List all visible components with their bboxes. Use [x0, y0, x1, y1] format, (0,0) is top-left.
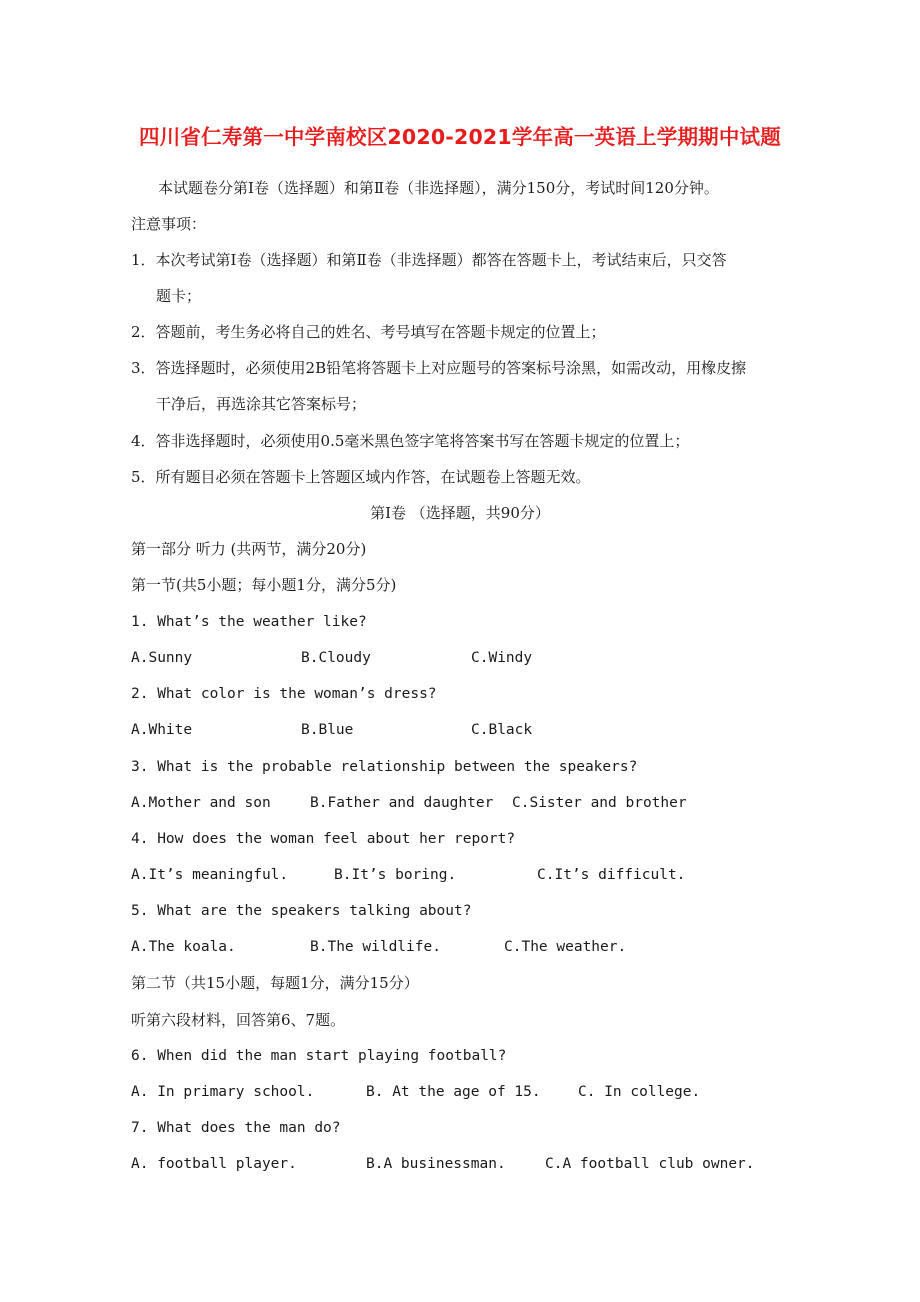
question-4: 4. How does the woman feel about her report?: [131, 831, 516, 847]
question-3-option-c: C.Sister and brother: [512, 795, 687, 811]
question-5-option-c: C.The weather.: [504, 939, 627, 955]
exam-intro: 本试题卷分第Ⅰ卷（选择题）和第Ⅱ卷（非选择题），满分150分，考试时间120分钟。: [158, 179, 719, 197]
question-3-option-a: A.Mother and son: [131, 795, 271, 811]
notice-3-line-2: 干净后，再选涂其它答案标号；: [156, 395, 367, 413]
question-1-option-b: B.Cloudy: [301, 650, 371, 666]
section1-heading: 第一节(共5小题；每小题1分，满分5分): [131, 576, 397, 594]
question-3-option-b: B.Father and daughter: [310, 795, 494, 811]
question-5-option-a: A.The koala.: [131, 939, 236, 955]
question-5-option-b: B.The wildlife.: [310, 939, 441, 955]
question-6-option-b: B. At the age of 15.: [366, 1084, 541, 1100]
section2-heading: 第二节（共15小题，每题1分，满分15分）: [131, 974, 419, 992]
notice-1-line-2: 题卡；: [156, 287, 202, 305]
question-1-option-c: C.Windy: [471, 650, 533, 666]
question-2-option-a: A.White: [131, 722, 193, 738]
part1-heading: 第一部分 听力 (共两节，满分20分): [131, 540, 367, 558]
volume-heading: 第I卷 （选择题，共90分）: [370, 504, 550, 522]
question-6: 6. When did the man start playing football?: [131, 1048, 507, 1064]
question-5: 5. What are the speakers talking about?: [131, 903, 472, 919]
question-3: 3. What is the probable relationship between the speakers?: [131, 759, 638, 775]
notice-4: 4．答非选择题时，必须使用0.5毫米黑色签字笔将答案书写在答题卡规定的位置上；: [131, 432, 690, 450]
notice-heading: 注意事项：: [131, 215, 207, 233]
question-7-option-c: C.A football club owner.: [545, 1156, 755, 1172]
question-7-option-a: A. football player.: [131, 1156, 297, 1172]
question-4-option-c: C.It’s difficult.: [537, 867, 686, 883]
page-title: 四川省仁寿第一中学南校区2020-2021学年高一英语上学期期中试题: [139, 125, 781, 149]
notice-3-line-1: 3．答选择题时，必须使用2B铅笔将答题卡上对应题号的答案标号涂黑，如需改动，用橡皮擦: [131, 359, 747, 377]
question-6-option-c: C. In college.: [578, 1084, 701, 1100]
question-4-option-b: B.It’s boring.: [334, 867, 457, 883]
question-2-option-c: C.Black: [471, 722, 533, 738]
question-1: 1. What’s the weather like?: [131, 614, 367, 630]
question-7: 7. What does the man do?: [131, 1120, 341, 1136]
question-7-option-b: B.A businessman.: [366, 1156, 506, 1172]
notice-1-line-1: 1．本次考试第Ⅰ卷（选择题）和第Ⅱ卷（非选择题）都答在答题卡上，考试结束后，只交答: [131, 251, 727, 269]
question-2-option-b: B.Blue: [301, 722, 354, 738]
notice-2: 2．答题前，考生务必将自己的姓名、考号填写在答题卡规定的位置上；: [131, 323, 606, 341]
section2-intro: 听第六段材料，回答第6、7题。: [131, 1011, 346, 1029]
question-6-option-a: A. In primary school.: [131, 1084, 315, 1100]
question-2: 2. What color is the woman’s dress?: [131, 686, 437, 702]
question-4-option-a: A.It’s meaningful.: [131, 867, 289, 883]
notice-5: 5．所有题目必须在答题卡上答题区域内作答，在试题卷上答题无效。: [131, 468, 591, 486]
question-1-option-a: A.Sunny: [131, 650, 193, 666]
